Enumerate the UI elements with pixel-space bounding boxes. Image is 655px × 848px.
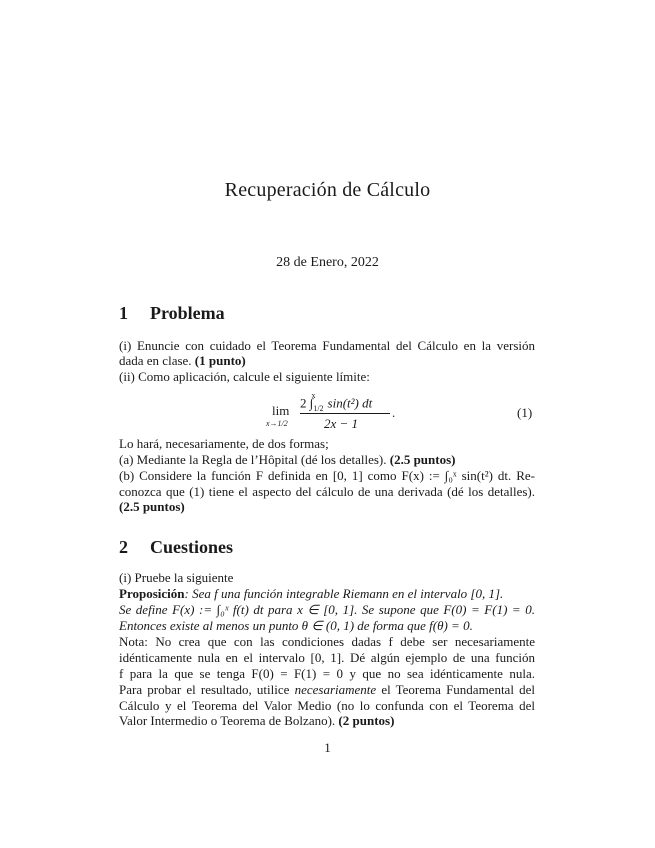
cuestiones-line-9: Cálculo y el Teorema del Valor Medio (no lo confunda con el Teorema del — [119, 698, 535, 713]
section-number: 1 — [119, 303, 128, 323]
section-number: 2 — [119, 537, 128, 557]
section-heading-cuestiones — [119, 537, 233, 558]
cuestiones-line-4: Entonces existe al menos un punto θ ∈ (0, 1) de forma que f(θ) = 0. — [119, 618, 473, 633]
document-date: 28 de Enero, 2022 — [276, 255, 379, 270]
limit-equation — [260, 391, 460, 435]
fraction-denominator: 2x − 1 — [324, 416, 359, 431]
page-number: 1 — [324, 740, 331, 755]
cuestiones-line-1: (i) Pruebe la siguiente — [119, 570, 234, 585]
fraction-bar — [300, 413, 390, 414]
problema-line-1: (i) Enuncie con cuidado el Teorema Fundamental del Cálculo en la versión — [119, 338, 535, 353]
cuestiones-line-2 — [119, 586, 535, 602]
cuestiones-line-3: Se define F(x) := ∫₀ˣ f(t) dt para x ∈ [0, 1]. Se supone que F(0) = F(1) = 0. — [119, 602, 535, 617]
integral-sign: 2 ∫ — [300, 395, 314, 411]
problema-line-6: (b) Considere la función F definida en [0, 1] como F(x) := ∫₀ˣ sin(t²) dt. Re- — [119, 468, 535, 483]
problema-line-8: (2.5 puntos) — [119, 499, 185, 514]
integrand: sin(t²) dt — [327, 395, 373, 411]
text: (a) Mediante la Regla de l’Hôpital (dé los detalles). — [119, 452, 387, 467]
section-heading-problema — [119, 303, 225, 324]
emphasis-text: necesariamente — [294, 682, 377, 697]
section-title: Problema — [150, 303, 225, 323]
lim-operator: lim — [272, 403, 290, 418]
proposition-label: Proposición — [119, 586, 185, 601]
text: dada en clase. — [119, 353, 192, 368]
points-label: (1 punto) — [194, 353, 246, 368]
problema-line-5 — [119, 452, 535, 468]
equation-period: . — [392, 405, 396, 420]
text: el Teorema Fundamental del — [381, 682, 535, 697]
points-label: (2 puntos) — [338, 713, 395, 728]
text: Para probar el resultado, utilice — [119, 682, 290, 697]
cuestiones-line-10 — [119, 713, 535, 729]
section-title: Cuestiones — [150, 537, 234, 557]
text: Valor Intermedio o Teorema de Bolzano). — [119, 713, 336, 728]
problema-line-2 — [119, 353, 535, 369]
cuestiones-line-8 — [119, 682, 535, 698]
integral-upper-limit: x — [311, 391, 316, 400]
fraction-numerator — [300, 391, 373, 413]
cuestiones-line-5: Nota: No crea que con las condiciones dadas f debe ser necesariamente — [119, 634, 535, 649]
cuestiones-line-7: f para la que se tenga F(0) = F(1) = 0 y que no sea idénticamente nula. — [119, 666, 535, 681]
problema-line-3: (ii) Como aplicación, calcule el siguiente límite: — [119, 369, 370, 384]
lim-subscript: x→1/2 — [266, 419, 288, 428]
problema-line-4: Lo hará, necesariamente, de dos formas; — [119, 436, 329, 451]
integral-lower-limit: 1/2 — [313, 403, 324, 413]
equation-number: (1) — [517, 405, 533, 420]
problema-line-7: conozca que (1) tiene el aspecto del cálculo de una derivada (dé los detalles). — [119, 484, 535, 499]
points-label: (2.5 puntos) — [389, 452, 456, 467]
cuestiones-line-6: idénticamente nula en el intervalo [0, 1]. Dé algún ejemplo de una función — [119, 650, 535, 665]
document-title: Recuperación de Cálculo — [224, 179, 431, 201]
proposition-text: : Sea f una función integrable Riemann en el intervalo [0, 1]. — [184, 586, 504, 601]
